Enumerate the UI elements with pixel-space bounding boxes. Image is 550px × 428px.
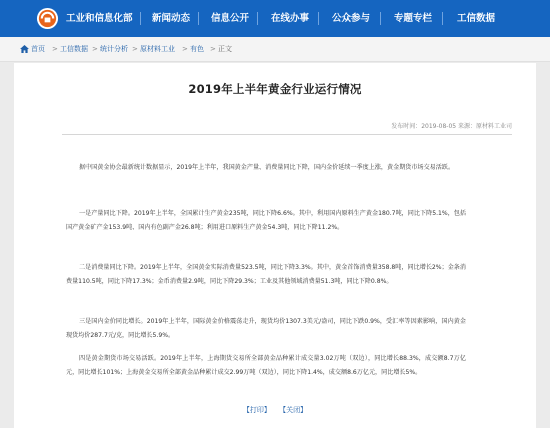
home-icon [20,45,29,53]
breadcrumb-current: 正文 [218,45,232,53]
nav-public-participation[interactable]: 公众参与 [332,13,371,24]
nav-online-services[interactable]: 在线办事 [271,13,310,24]
breadcrumb-data[interactable]: 工信数据 [60,45,88,53]
breadcrumb [0,37,550,62]
breadcrumb-statistics[interactable]: 统计分析 [100,45,128,53]
nav-divider [442,12,443,25]
nav-divider [380,12,381,25]
article-paragraph: 据中国黄金协会最新统计数据显示，2019年上半年，我国黄金产量、消费量同比下降，国内金价延续一季度上涨，黄金期货市场交易活跃。 [79,164,455,171]
breadcrumb-separator: > [52,45,58,53]
nav-info-disclosure[interactable]: 信息公开 [211,13,250,24]
article-paragraph: 二是消费量同比下降。2019年上半年，全国黄金实际消费量523.5吨，同比下降3.3%。其中，黄金首饰消费量358.8吨，同比增长2%；金条消费量110.5吨，同比下降17.3%；金币消费量2.9吨，同比下降29.3%；工业及其他领域消费量51.3吨，同比下降0.8%。 [66,264,466,285]
breadcrumb-separator: > [92,45,98,53]
breadcrumb-raw-materials[interactable]: 原材料工业 [140,45,175,53]
article-paragraph: 三是国内金价同比增长。2019年上半年，国际黄金价格震荡走升，现货均价1307.3美元/盎司，同比下跌0.9%，受汇率等因素影响，国内黄金现货均价287.7元/克，同比增长5.9%。 [66,318,466,339]
article-actions [14,405,536,415]
article-paragraph: 一是产量同比下降。2019年上半年，全国累计生产黄金235吨，同比下降6.6%。其中，利用国内原料生产黄金180.7吨，同比下降5.1%，包括国产黄金矿产金153.9吨、国内有色副产金26.8吨；利用进口原料生产黄金54.3吨，同比下降11.2%。 [66,210,466,231]
article-paragraph: 四是黄金期货市场交易活跃。2019年上半年，上海期货交易所全部黄金品种累计成交量3.02万吨（双边），同比增长88.3%，成交额8.7万亿元，同比增长101%；上海黄金交易所全部黄金品种累计成交2.99万吨（双边），同比下降1.4%，成交额8.6万亿元，同比增长5%。 [66,355,466,376]
nav-divider [318,12,319,25]
breadcrumb-separator: > [182,45,188,53]
breadcrumb-nonferrous[interactable]: 有色 [190,45,204,53]
article-meta: 发布时间：2019-08-05 来源：原材料工业司 [391,123,512,130]
site-logo-icon[interactable] [36,7,59,30]
close-link[interactable]: 【关闭】 [279,406,308,414]
print-link[interactable]: 【打印】 [242,406,271,414]
nav-data[interactable]: 工信数据 [457,13,496,24]
top-navbar [0,0,550,37]
breadcrumb-separator: > [132,45,138,53]
nav-divider [140,12,141,25]
nav-special-topics[interactable]: 专题专栏 [394,13,433,24]
nav-divider [257,12,258,25]
site-name[interactable]: 工业和信息化部 [66,13,133,24]
article-panel [14,63,536,428]
article-title: 2019年上半年黄金行业运行情况 [188,82,362,96]
nav-divider [198,12,199,25]
breadcrumb-home[interactable]: 首页 [31,45,45,53]
nav-news[interactable]: 新闻动态 [152,13,191,24]
breadcrumb-separator: > [210,45,216,53]
title-divider [62,134,512,135]
